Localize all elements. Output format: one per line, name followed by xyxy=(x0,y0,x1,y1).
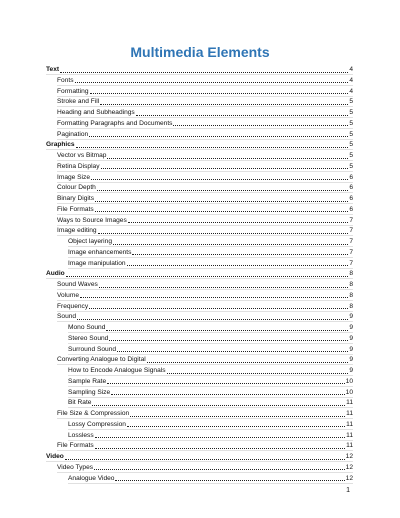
toc-row-divider xyxy=(68,483,353,484)
toc-leader-dots xyxy=(107,157,348,159)
toc-leader-dots xyxy=(60,71,348,73)
toc-entry[interactable] xyxy=(68,322,353,333)
toc-entry-page: 9 xyxy=(349,334,353,342)
toc-entry[interactable] xyxy=(57,117,353,128)
toc-entry[interactable] xyxy=(57,408,353,419)
toc-leader-dots xyxy=(167,372,349,374)
toc-entry-page: 4 xyxy=(349,87,353,95)
toc-leader-dots xyxy=(92,404,345,406)
toc-entry-page: 11 xyxy=(346,442,353,450)
toc-leader-dots xyxy=(97,189,348,191)
toc-entry-label: Image manipulation xyxy=(68,259,126,267)
toc-entry-page: 7 xyxy=(349,238,353,246)
toc-entry-page: 4 xyxy=(349,76,353,84)
toc-entry[interactable] xyxy=(68,472,353,483)
toc-entry-page: 8 xyxy=(349,291,353,299)
toc-entry-label: Video Types xyxy=(57,463,94,471)
toc-entry-page: 5 xyxy=(349,162,353,170)
document-title: Multimedia Elements xyxy=(130,44,270,60)
toc-entry-page: 5 xyxy=(349,109,353,117)
toc-entry-label: Text xyxy=(46,66,60,74)
toc-leader-dots xyxy=(147,361,349,363)
toc-leader-dots xyxy=(65,458,345,460)
toc-entry[interactable] xyxy=(57,182,353,193)
toc-entry-page: 6 xyxy=(349,173,353,181)
toc-entry-page: 4 xyxy=(349,66,353,74)
toc-entry-page: 10 xyxy=(345,377,353,385)
toc-leader-dots xyxy=(136,114,349,116)
toc-entry[interactable] xyxy=(68,257,353,268)
toc-entry-page: 6 xyxy=(349,205,353,213)
toc-entry-page: 12 xyxy=(345,453,353,461)
toc-entry-label: Sound xyxy=(57,313,77,321)
toc-leader-dots xyxy=(95,447,346,449)
toc-entry[interactable] xyxy=(46,451,353,462)
toc-entry-label: Formatting xyxy=(57,87,89,95)
toc-entry-label: Converting Analogue to Digital xyxy=(57,356,146,364)
toc-entry[interactable] xyxy=(68,332,353,343)
toc-entry[interactable] xyxy=(57,203,353,214)
toc-entry-label: Image enhancements xyxy=(68,248,132,256)
toc-entry-page: 11 xyxy=(346,420,353,428)
toc-entry-label: Graphics xyxy=(46,141,75,149)
toc-entry-label: Retina Display xyxy=(57,162,100,170)
toc-entry-page: 5 xyxy=(349,141,353,149)
toc-leader-dots xyxy=(107,382,345,384)
toc-leader-dots xyxy=(109,339,348,341)
toc-entry-page: 7 xyxy=(349,227,353,235)
toc-entry-page: 11 xyxy=(346,410,353,418)
toc-entry[interactable] xyxy=(57,279,353,290)
toc-entry-label: File Formats xyxy=(57,442,94,450)
toc-entry[interactable] xyxy=(57,96,353,107)
toc-entry-label: Lossless xyxy=(68,431,94,439)
toc-entry-label: Lossy Compression xyxy=(68,420,126,428)
toc-entry-label: Video xyxy=(46,453,64,461)
toc-entry[interactable] xyxy=(57,193,353,204)
toc-leader-dots xyxy=(113,243,348,245)
toc-entry-label: Audio xyxy=(46,270,65,278)
toc-entry-page: 12 xyxy=(345,474,353,482)
toc-entry-page: 9 xyxy=(349,345,353,353)
toc-entry[interactable] xyxy=(57,171,353,182)
toc-entry[interactable] xyxy=(57,214,353,225)
toc-entry-page: 7 xyxy=(349,248,353,256)
toc-entry-label: Pagination xyxy=(57,130,89,138)
toc-entry-page: 5 xyxy=(349,119,353,127)
toc-entry-label: Stroke and Fill xyxy=(57,98,100,106)
toc-entry[interactable] xyxy=(57,225,353,236)
toc-entry[interactable] xyxy=(57,107,353,118)
toc-leader-dots xyxy=(95,436,345,438)
toc-leader-dots xyxy=(127,264,349,266)
toc-entry-page: 6 xyxy=(349,195,353,203)
toc-leader-dots xyxy=(106,329,348,331)
toc-leader-dots xyxy=(66,275,349,277)
toc-entry-label: File Size & Compression xyxy=(57,410,130,418)
toc-leader-dots xyxy=(80,296,348,298)
toc-leader-dots xyxy=(95,210,349,212)
toc-leader-dots xyxy=(117,350,348,352)
toc-entry[interactable] xyxy=(68,343,353,354)
toc-leader-dots xyxy=(127,425,345,427)
toc-entry-page: 8 xyxy=(349,302,353,310)
toc-leader-dots xyxy=(130,415,345,417)
toc-entry-label: Volume xyxy=(57,291,79,299)
toc-leader-dots xyxy=(89,307,348,309)
toc-leader-dots xyxy=(98,232,349,234)
toc-entry[interactable] xyxy=(57,85,353,96)
toc-entry-label: Sound Waves xyxy=(57,281,98,289)
toc-entry[interactable] xyxy=(68,236,353,247)
toc-entry[interactable] xyxy=(68,397,353,408)
toc-entry[interactable] xyxy=(46,64,353,75)
toc-entry-label: Heading and Subheadings xyxy=(57,109,135,117)
toc-entry[interactable] xyxy=(68,246,353,257)
toc-leader-dots xyxy=(77,318,348,320)
toc-entry-label: File Formats xyxy=(57,205,94,213)
toc-entry-page: 9 xyxy=(349,367,353,375)
toc-leader-dots xyxy=(91,178,348,180)
toc-leader-dots xyxy=(132,253,348,255)
toc-leader-dots xyxy=(89,135,348,137)
toc-entry-label: Vector vs Bitmap xyxy=(57,152,107,160)
toc-entry[interactable] xyxy=(57,354,353,365)
toc-entry[interactable] xyxy=(57,160,353,171)
toc-entry[interactable] xyxy=(46,268,353,279)
toc-entry-label: Stereo Sound xyxy=(68,334,109,342)
toc-entry-page: 11 xyxy=(346,399,353,407)
toc-entry-label: Bit Rate xyxy=(68,399,92,407)
toc-entry-page: 7 xyxy=(349,216,353,224)
toc-leader-dots xyxy=(95,200,348,202)
toc-entry-label: Object layering xyxy=(68,238,112,246)
toc-leader-dots xyxy=(100,103,348,105)
toc-entry-label: Image editing xyxy=(57,227,97,235)
toc-entry-label: Fonts xyxy=(57,76,74,84)
toc-entry[interactable] xyxy=(46,139,353,150)
toc-leader-dots xyxy=(128,221,349,223)
toc-entry-label: How to Encode Analogue Signals xyxy=(68,367,166,375)
toc-entry-page: 7 xyxy=(349,259,353,267)
toc-entry-label: Surround Sound xyxy=(68,345,117,353)
toc-entry-page: 8 xyxy=(349,270,353,278)
toc-entry-page: 9 xyxy=(349,324,353,332)
toc-entry-page: 5 xyxy=(349,98,353,106)
toc-entry-label: Mono Sound xyxy=(68,324,106,332)
toc-entry[interactable] xyxy=(57,461,353,472)
toc-entry-page: 12 xyxy=(345,463,353,471)
toc-entry[interactable] xyxy=(57,74,353,85)
toc-entry-label: Binary Digits xyxy=(57,195,95,203)
toc-entry-page: 5 xyxy=(349,152,353,160)
toc-leader-dots xyxy=(99,286,349,288)
toc-entry-label: Colour Depth xyxy=(57,184,96,192)
toc-entry[interactable] xyxy=(57,311,353,322)
toc-leader-dots xyxy=(173,124,348,126)
toc-entry[interactable] xyxy=(68,429,353,440)
toc-leader-dots xyxy=(76,146,349,148)
toc-entry-label: Analogue Video xyxy=(68,474,115,482)
toc-entry[interactable] xyxy=(68,418,353,429)
toc-entry-page: 10 xyxy=(345,388,353,396)
toc-entry[interactable] xyxy=(57,128,353,139)
toc-entry[interactable] xyxy=(68,386,353,397)
toc-entry[interactable] xyxy=(57,300,353,311)
page-number: 1 xyxy=(346,487,350,494)
toc-entry-label: Sample Rate xyxy=(68,377,107,385)
toc-entry-label: Sampling Size xyxy=(68,388,111,396)
toc-leader-dots xyxy=(101,167,349,169)
toc-entry[interactable] xyxy=(68,375,353,386)
toc-entry-page: 5 xyxy=(349,130,353,138)
toc-leader-dots xyxy=(115,479,344,481)
toc-entry[interactable] xyxy=(68,365,353,376)
toc-entry-label: Image Size xyxy=(57,173,90,181)
toc-entry-page: 9 xyxy=(349,356,353,364)
toc-entry-page: 8 xyxy=(349,281,353,289)
toc-leader-dots xyxy=(94,468,345,470)
toc-entry-label: Ways to Source Images xyxy=(57,216,127,224)
toc-entry-page: 9 xyxy=(349,313,353,321)
toc-entry[interactable] xyxy=(57,150,353,161)
toc-entry-label: Frequency xyxy=(57,302,89,310)
toc-entry-page: 6 xyxy=(349,184,353,192)
toc-entry[interactable] xyxy=(57,289,353,300)
toc-entry[interactable] xyxy=(57,440,353,451)
toc-leader-dots xyxy=(90,92,349,94)
toc-leader-dots xyxy=(111,393,345,395)
toc-entry-page: 11 xyxy=(346,431,353,439)
toc-leader-dots xyxy=(75,81,349,83)
toc-entry-label: Formatting Paragraphs and Documents xyxy=(57,119,173,127)
